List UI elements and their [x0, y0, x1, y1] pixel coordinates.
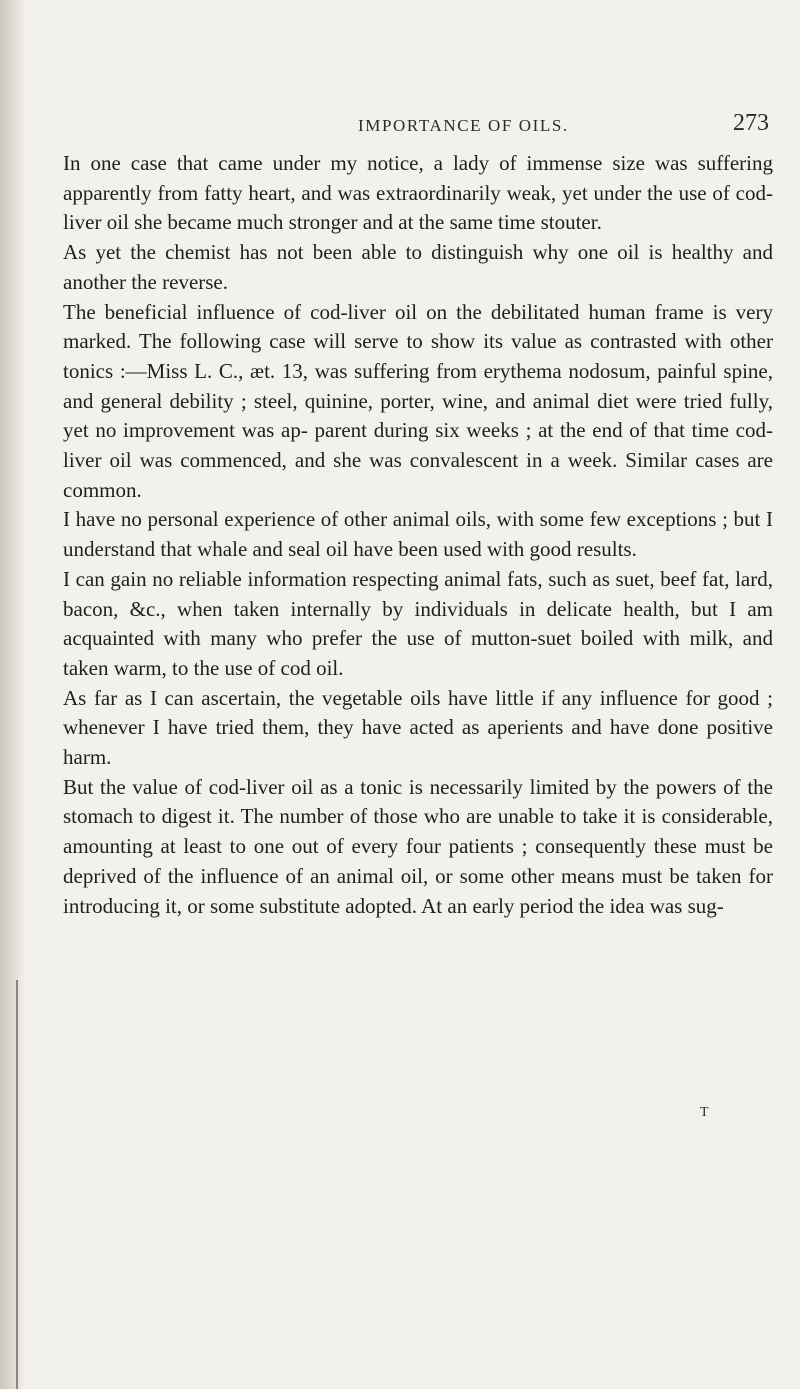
- paragraph-6: As far as I can ascertain, the vegetable oils have little if any influence for good ; whenever I have tried them, they have acted as aperients and have done positive harm.: [63, 685, 773, 770]
- paragraph-7: But the value of cod-liver oil as a tonic is necessarily limited by the powers of the stomach to digest it. The number of those who are unable to take it is considerable, amounting at least to one out of every four patients ; consequently these must be deprived of the influence of an animal oil, or some other means must be taken for introducing it, or some substitute adopted. At an early period the idea was sug-: [63, 774, 773, 918]
- page-number: 273: [733, 110, 769, 136]
- body-text: [63, 149, 773, 921]
- paragraph-1: In one case that came under my notice, a lady of immense size was suffering apparently from fatty heart, and was extraordinarily weak, yet under the use of cod-liver oil she became much stronger and at the same time stouter.: [63, 151, 773, 235]
- running-head: [0, 110, 800, 144]
- paragraph-2: As yet the chemist has not been able to distinguish why one oil is healthy and another the reverse.: [63, 240, 773, 294]
- paragraph-5: I can gain no reliable information respecting animal fats, such as suet, beef fat, lard, bacon, &c., when taken internally by individuals in delicate health, but I am acquainted with many who prefer the use of mutton-suet boiled with milk, and taken warm, to the use of cod oil.: [63, 566, 773, 680]
- signature-mark: T: [700, 1105, 709, 1120]
- running-title: IMPORTANCE OF OILS.: [358, 116, 569, 135]
- binding-shadow-line: [16, 980, 18, 1389]
- paragraph-3: The beneficial influence of cod-liver oil on the debilitated human frame is very marked. The following case will serve to show its value as contrasted with other tonics :—Miss L. C., æt. 13, was suffering from erythema nodosum, painful spine, and general debility ; steel, quinine, porter, wine, and animal diet were tried fully, yet no improvement was ap- parent during six weeks ; at the end of that time cod-liver oil was commenced, and she was convalescent in a week. Similar cases are common.: [63, 299, 773, 502]
- paragraph-4: I have no personal experience of other animal oils, with some few exceptions ; but I understand that whale and seal oil have been used with good results.: [63, 507, 773, 562]
- page-binding-edge: [0, 0, 26, 1389]
